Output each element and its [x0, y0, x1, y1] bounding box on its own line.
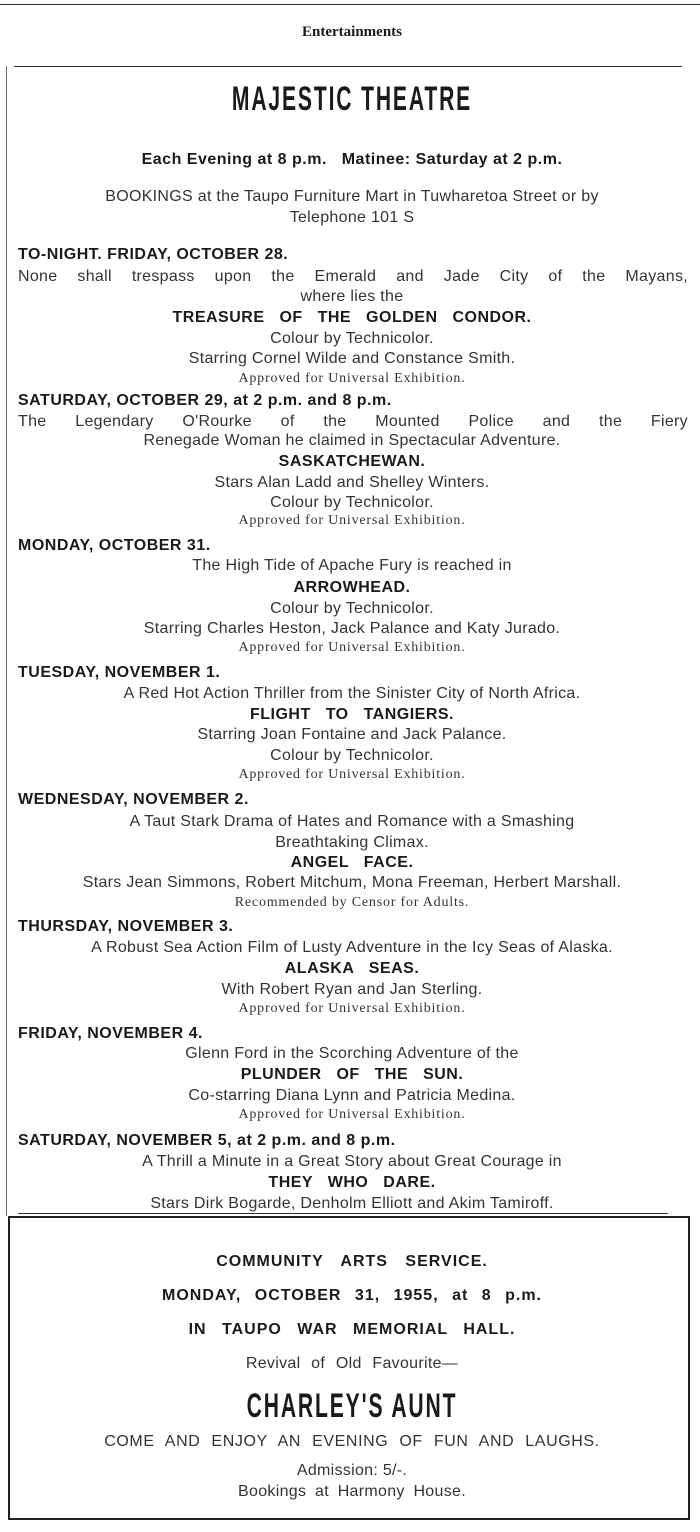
community-org: COMMUNITY ARTS SERVICE. — [216, 1253, 488, 1270]
community-date: MONDAY, OCTOBER 31, 1955, at 8 p.m. — [162, 1287, 542, 1304]
film-rating: Approved for Universal Exhibition. — [238, 513, 466, 528]
film-title: ARROWHEAD. — [293, 579, 411, 596]
community-bookings: Bookings at Harmony House. — [238, 1483, 466, 1500]
section-header: Entertainments — [302, 24, 402, 40]
film-credits: Starring Cornel Wilde and Constance Smith. — [188, 350, 516, 367]
film-date: SATURDAY, OCTOBER 29, at 2 p.m. and 8 p.m. — [18, 392, 392, 409]
film-rating: Recommended by Censor for Adults. — [234, 895, 470, 910]
film-credits: Co-starring Diana Lynn and Patricia Medina. — [188, 1087, 516, 1104]
film-blurb: A Thrill a Minute in a Great Story about Great Courage in — [142, 1153, 562, 1170]
film-blurb: where lies the — [300, 288, 404, 305]
film-title: SASKATCHEWAN. — [278, 453, 426, 470]
film-rating: Approved for Universal Exhibition. — [238, 767, 466, 782]
community-venue: IN TAUPO WAR MEMORIAL HALL. — [188, 1321, 516, 1338]
film-rating: Approved for Universal Exhibition. — [238, 371, 466, 386]
session-times: Each Evening at 8 p.m. Matinee: Saturday at 2 p.m. — [141, 151, 563, 168]
top-rule — [0, 4, 700, 5]
film-date: THURSDAY, NOVEMBER 3. — [18, 918, 234, 935]
film-credits: Stars Alan Ladd and Shelley Winters. — [214, 474, 490, 491]
film-credits: Stars Dirk Bogarde, Denholm Elliott and Akim Tamiroff. — [150, 1195, 554, 1212]
film-title: PLUNDER OF THE SUN. — [240, 1066, 464, 1083]
film-title: THEY WHO DARE. — [268, 1174, 436, 1191]
film-blurb: Glenn Ford in the Scorching Adventure of the — [185, 1045, 519, 1062]
film-title: ANGEL FACE. — [290, 854, 414, 871]
film-rating: Approved for Universal Exhibition. — [238, 1107, 466, 1122]
admission: Admission: 5/-. — [296, 1462, 408, 1479]
film-blurb: Breathtaking Climax. — [275, 834, 429, 851]
film-blurb: A Red Hot Action Thriller from the Sinister City of North Africa. — [123, 685, 581, 702]
film-date: WEDNESDAY, NOVEMBER 2. — [18, 791, 249, 808]
film-date: TUESDAY, NOVEMBER 1. — [18, 664, 221, 681]
film-credits: Starring Joan Fontaine and Jack Palance. — [197, 726, 507, 743]
film-date: FRIDAY, NOVEMBER 4. — [18, 1025, 203, 1042]
film-credits: With Robert Ryan and Jan Sterling. — [221, 981, 483, 998]
film-title: TREASURE OF THE GOLDEN CONDOR. — [172, 309, 532, 326]
film-blurb: A Taut Stark Drama of Hates and Romance with a Smashing — [129, 813, 575, 830]
section-divider — [18, 1213, 668, 1214]
community-intro: Revival of Old Favourite— — [245, 1355, 459, 1372]
film-rating: Approved for Universal Exhibition. — [238, 640, 466, 655]
film-credits: Colour by Technicolor. — [270, 494, 434, 511]
film-blurb: The Legendary O'Rourke of the Mounted Police and the Fiery — [18, 413, 688, 430]
film-credits: Colour by Technicolor. — [270, 600, 434, 617]
play-title: CHARLEY'S AUNT — [246, 1387, 458, 1425]
film-date: TO-NIGHT. FRIDAY, OCTOBER 28. — [18, 246, 289, 263]
film-credits: Colour by Technicolor. — [270, 330, 434, 347]
film-credits: Starring Charles Heston, Jack Palance and Katy Jurado. — [143, 620, 561, 637]
film-date: MONDAY, OCTOBER 31. — [18, 537, 211, 554]
film-blurb: Renegade Woman he claimed in Spectacular Adventure. — [143, 432, 561, 449]
film-credits: Colour by Technicolor. — [270, 747, 434, 764]
community-tagline: COME AND ENJOY AN EVENING OF FUN AND LAUGHS. — [104, 1433, 600, 1450]
film-date: SATURDAY, NOVEMBER 5, at 2 p.m. and 8 p.m. — [18, 1132, 396, 1149]
bookings-line-2: Telephone 101 S — [289, 209, 415, 226]
film-rating: Approved for Universal Exhibition. — [238, 1001, 466, 1016]
film-title: ALASKA SEAS. — [284, 960, 420, 977]
film-credits: Stars Jean Simmons, Robert Mitchum, Mona Freeman, Herbert Marshall. — [82, 874, 622, 891]
bookings-line-1: BOOKINGS at the Taupo Furniture Mart in Tuwharetoa Street or by — [105, 188, 599, 205]
header-rule — [14, 66, 682, 67]
theatre-name: MAJESTIC THEATRE — [231, 80, 473, 118]
film-blurb: The High Tide of Apache Fury is reached in — [192, 557, 512, 574]
left-border — [6, 66, 7, 1216]
film-blurb: None shall trespass upon the Emerald and Jade City of the Mayans, — [18, 268, 688, 285]
film-blurb: A Robust Sea Action Film of Lusty Adventure in the Icy Seas of Alaska. — [91, 939, 613, 956]
film-title: FLIGHT TO TANGIERS. — [249, 706, 454, 723]
